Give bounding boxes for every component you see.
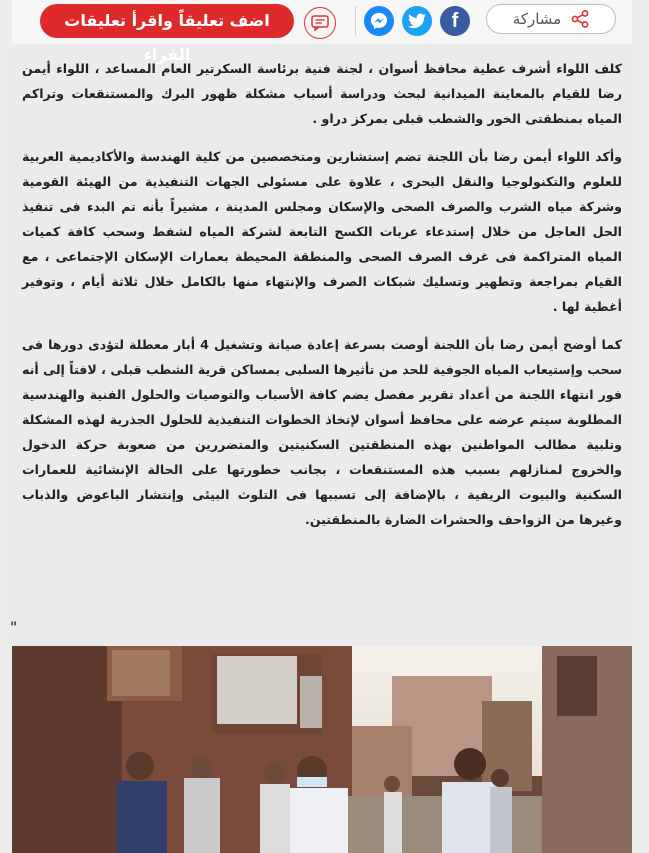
share-icon — [571, 10, 589, 28]
street-inspection-photo — [12, 646, 632, 853]
twitter-icon[interactable] — [402, 6, 432, 36]
comment-icon[interactable] — [304, 7, 336, 39]
add-comment-button[interactable]: اضف تعليقاً واقرأ تعليقات القراء — [40, 4, 294, 38]
article-paragraph: كلف اللواء أشرف عطية محافظ أسوان ، لجنة فنية برئاسة السكرتير العام المساعد ، اللواء أيمن رضا للقيام بالمعاينة الميدانية لبحث ودراسة أسباب مشكلة ظهور البرك والمستنقعات وتراكم المياه بمنطقتى الخور والشطب قبلى بمركز دراو . — [22, 61, 622, 126]
article-photo — [12, 646, 632, 853]
share-label: مشاركة — [512, 10, 562, 28]
messenger-icon[interactable] — [364, 6, 394, 36]
share-button[interactable] — [486, 4, 616, 34]
article-paragraph: وأكد اللواء أيمن رضا بأن اللجنة تضم إستشارين ومتخصصين من كلية الهندسة والأكاديمية العربية للعلوم والتكنولوجيا والنقل البحرى ، علاوة على مسئولى الجهات التنفيذية من الهيئة القومية وشركة مياه الشرب والصرف الصحى والإسكان ومجلس المدينة ، مشيراً بأنه تم البدء فى تنفيذ الحل العاجل من خلال إستدعاء عربات الكسح التابعة لشركة المياه لشفط وسحب كافة كميات المياه المتراكمة فى غرف الصرف الصحى والمنطقة المحيطة بعمارات الإسكان الإجتماعى ، مع القيام بمراجعة وتطهير وتسليك شبكات الصرف والإنتهاء منها بالكامل خلال ثلاثة أيام ، وتوفير أغطية لها . — [22, 149, 622, 314]
facebook-icon[interactable]: f — [440, 6, 470, 36]
share-bar — [12, 0, 632, 64]
share-divider — [355, 6, 356, 36]
closing-quote: " — [10, 620, 18, 636]
article-paragraph: كما أوضح أيمن رضا بأن اللجنة أوصت بسرعة إعادة صيانة وتشغيل 4 أبار معطلة لتؤدى دورها فى سحب وإستيعاب المياه الجوفية للحد من تأثيرها السلبى بمساكن قرية الشطب قبلى ، لافتاً إلى أنه فور انتهاء اللجنة من أعداد تقرير مفصل يضم كافة الأسباب والتوصيات والحلول الفنية والهندسية المطلوبة سيتم عرضه على محافظ أسوان لإتخاذ الخطوات التنفيذية للحلول الجذرية لهذه المشكلة وتلبية مطالب المواطنين بهذه المنطقتين السكنيتين والمتضررين من صعوبة حركة الدخول والخروج لمنازلهم بسبب هذه المستنقعات ، بجانب خطورتها على الحالة الإنشائية للعمارات السكنية والبيوت الريفية ، بالإضافة إلى تسببها فى التلوث البيئى وإنتشار الباعوض والذباب وغيرها من الزواحف والحشرات الضارة بالمنطقتين. — [22, 337, 622, 527]
article-page — [12, 0, 632, 853]
article-body — [10, 56, 622, 636]
